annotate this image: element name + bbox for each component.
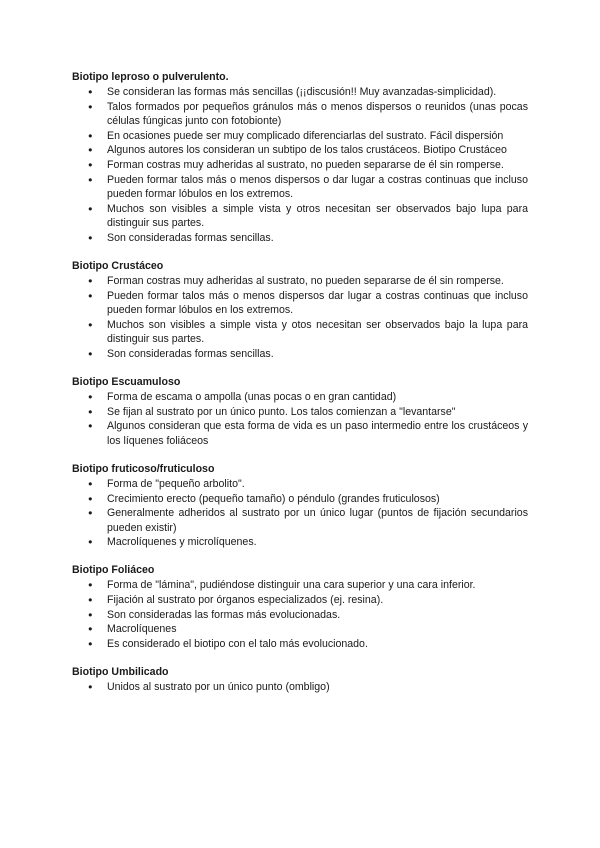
bullet-item: ● Macrolíquenes — [72, 622, 528, 637]
bullet-item: ● Son consideradas las formas más evolucionadas. — [72, 608, 528, 623]
bullet-item: ● Se consideran las formas más sencillas (¡¡discusión!! Muy avanzadas-simplicidad). — [72, 85, 528, 100]
section-heading: Biotipo Foliáceo — [72, 564, 155, 577]
bullet-item: ● Muchos son visibles a simple vista y otos necesitan ser observados bajo la lupa para distinguir sus partes. — [72, 318, 528, 347]
bullet-list — [72, 85, 528, 246]
bullet-list — [72, 274, 528, 362]
bullet-item: ● Muchos son visibles a simple vista y otros necesitan ser observados bajo lupa para distinguir sus partes. — [72, 202, 528, 231]
bullet-item: ● Crecimiento erecto (pequeño tamaño) o péndulo (grandes fruticulosos) — [72, 492, 528, 507]
bullet-item: ● Generalmente adheridos al sustrato por un único lugar (puntos de fijación secundarios pueden existir) — [72, 506, 528, 535]
bullet-item: ● Se fijan al sustrato por un único punto. Los talos comienzan a "levantarse" — [72, 405, 528, 420]
bullet-item: ● Son consideradas formas sencillas. — [72, 231, 528, 246]
bullet-list — [72, 390, 528, 448]
bullet-item: ● Talos formados por pequeños gránulos más o menos dispersos o reunidos (unas pocas células fúngicas junto con fotobionte) — [72, 100, 528, 129]
bullet-item: ● Son consideradas formas sencillas. — [72, 347, 528, 362]
section — [72, 563, 528, 651]
bullet-item: ● Algunos consideran que esta forma de vida es un paso intermedio entre los crustáceos y los líquenes foliáceos — [72, 419, 528, 448]
section-heading: Biotipo Escuamuloso — [72, 376, 181, 389]
section-heading: Biotipo fruticoso/fruticuloso — [72, 462, 215, 475]
section-heading: Biotipo Umbilicado — [72, 665, 169, 678]
section — [72, 70, 528, 246]
bullet-item: ● En ocasiones puede ser muy complicado diferenciarlas del sustrato. Fácil dispersión — [72, 129, 528, 144]
section — [72, 259, 528, 362]
section — [72, 462, 528, 550]
bullet-list — [72, 680, 528, 695]
bullet-item: ● Forma de escama o ampolla (unas pocas o en gran cantidad) — [72, 390, 528, 405]
bullet-item: ● Macrolíquenes y microlíquenes. — [72, 535, 528, 550]
bullet-item: ● Forma de "lámina", pudiéndose distinguir una cara superior y una cara inferior. — [72, 578, 528, 593]
bullet-item: ● Fijación al sustrato por órganos especializados (ej. resina). — [72, 593, 528, 608]
bullet-item: ● Forman costras muy adheridas al sustrato, no pueden separarse de él sin romperse. — [72, 274, 528, 289]
section-heading: Biotipo leproso o pulverulento. — [72, 71, 229, 83]
section-heading: Biotipo Crustáceo — [72, 260, 164, 273]
bullet-item: ● Pueden formar talos más o menos dispersos o dar lugar a costras continuas que incluso pueden formar lóbulos en los extremos. — [72, 173, 528, 202]
bullet-list — [72, 578, 528, 651]
bullet-item: ● Es considerado el biotipo con el talo más evolucionado. — [72, 637, 528, 652]
section — [72, 665, 528, 695]
bullet-list — [72, 477, 528, 550]
bullet-item: ● Unidos al sustrato por un único punto (ombligo) — [72, 680, 528, 695]
section — [72, 375, 528, 448]
document-content — [72, 70, 528, 708]
bullet-item: ● Forma de "pequeño arbolito". — [72, 477, 528, 492]
bullet-item: ● Forman costras muy adheridas al sustrato, no pueden separarse de él sin romperse. — [72, 158, 528, 173]
bullet-item: ● Pueden formar talos más o menos dispersos dar lugar a costras continuas que incluso pueden formar lóbulos en los extremos. — [72, 289, 528, 318]
bullet-item: ● Algunos autores los consideran un subtipo de los talos crustáceos. Biotipo Crustáceo — [72, 143, 528, 158]
